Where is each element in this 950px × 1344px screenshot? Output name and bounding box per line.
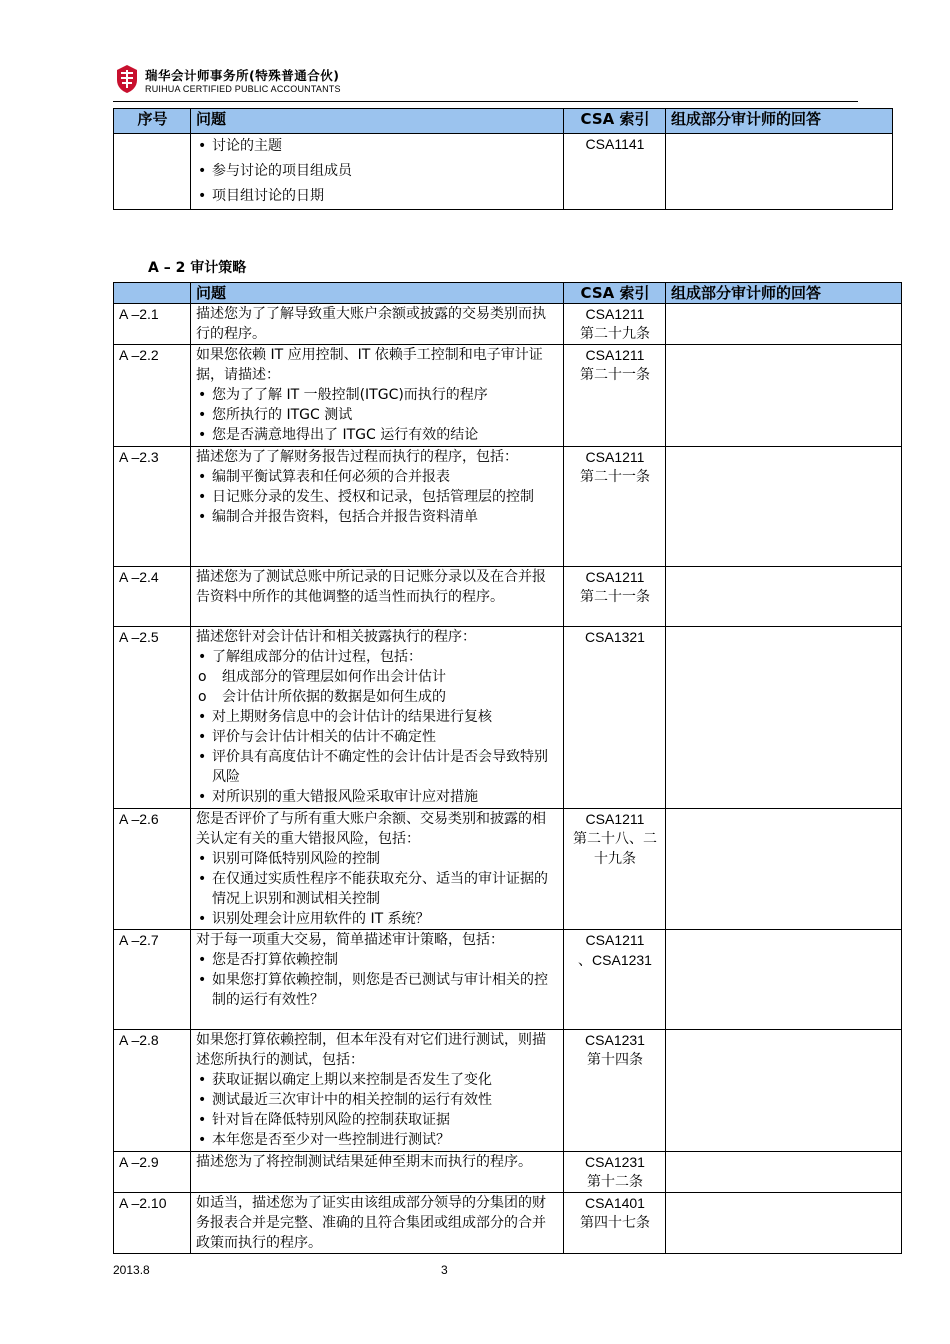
row-question [191,930,564,1030]
row-csa: CSA1141 [564,134,666,210]
row-csa [564,304,666,345]
csa-code: CSA1401 [585,1195,645,1211]
col-header-question: 问题 [191,283,564,304]
row-question: 如适当，描述您为了证实由该组成部分领导的分集团的财务报表合并是完整、准确的且符合集团或组成部分的合并政策而执行的程序。 [191,1193,564,1254]
row-question [191,345,564,447]
csa-article: 第十四条 [587,1052,643,1068]
row-question [191,447,564,567]
question-table-continued [113,108,893,210]
audit-strategy-table [113,282,902,1254]
row-no: A –2.4 [114,567,191,627]
csa-code: CSA1231 [585,1032,645,1048]
question-text: 描述您为了了解财务报告过程而执行的程序，包括： [196,449,518,465]
csa-code: CSA1211 [585,569,645,585]
row-answer[interactable] [666,930,902,1030]
row-answer[interactable] [666,304,902,345]
row-no: A –2.6 [114,809,191,930]
footer-date: 2013.8 [113,1263,150,1277]
row-question [191,134,564,210]
row-answer[interactable] [666,1030,902,1152]
bullet-item: • 对所识别的重大错报风险采取审计应对措施 [196,787,559,807]
row-csa [564,930,666,1030]
bullet-item: • 讨论的主题 [196,134,559,159]
bullet-item: • 了解组成部分的估计过程，包括： [196,647,559,667]
csa-article: 第二十九条 [580,326,650,342]
csa-article: 第二十一条 [580,589,650,605]
row-answer[interactable] [666,1152,902,1193]
bullet-item: • 对上期财务信息中的会计估计的结果进行复核 [196,707,559,727]
row-answer[interactable] [666,345,902,447]
csa-code: CSA1211 [585,347,645,363]
bullet-item: • 如果您打算依赖控制，则您是否已测试与审计相关的控制的运行有效性？ [196,970,559,1010]
row-csa [564,567,666,627]
table-row [114,627,902,809]
row-answer[interactable] [666,134,893,210]
csa-code: CSA1231 [585,1154,645,1170]
col-header-no: 序号 [114,109,191,134]
table-row [114,809,902,930]
table-row [114,930,902,1030]
row-no: A –2.9 [114,1152,191,1193]
csa-article: 第二十一条 [580,367,650,383]
row-question [191,627,564,809]
csa-code: CSA1211 [585,811,645,827]
row-answer[interactable] [666,447,902,567]
row-no: A –2.8 [114,1030,191,1152]
csa-article: 第二十一条 [580,469,650,485]
csa-code: CSA1211 [585,306,645,322]
bullet-item: • 针对旨在降低特别风险的控制获取证据 [196,1110,559,1130]
row-csa [564,345,666,447]
bullet-item: • 参与讨论的项目组成员 [196,159,559,184]
col-header-csa: CSA 索引 [564,109,666,134]
section-title: A – 2 审计策略 [148,260,247,276]
csa-article: 第四十七条 [580,1215,650,1231]
bullet-item: • 您是否打算依赖控制 [196,950,559,970]
sub-bullet-item: o 组成部分的管理层如何作出会计估计 [196,667,559,687]
question-text: 如果您打算依赖控制，但本年没有对它们进行测试，则描述您所执行的测试，包括： [196,1032,546,1068]
question-text: 您是否评价了与所有重大账户余额、交易类别和披露的相关认定有关的重大错报风险，包括： [196,811,546,847]
table-row [114,1030,902,1152]
row-no: A –2.7 [114,930,191,1030]
bullet-item: • 识别可降低特别风险的控制 [196,849,559,869]
page-header [113,62,858,102]
table-row [114,447,902,567]
col-header-question: 问题 [191,109,564,134]
col-header-answer: 组成部分审计师的回答 [666,109,893,134]
row-no [114,134,191,210]
firm-name-en: RUIHUA CERTIFIED PUBLIC ACCOUNTANTS [145,84,341,94]
bullet-item: • 编制合并报告资料，包括合并报告资料清单 [196,507,559,527]
row-question [191,1030,564,1152]
question-text: 描述您针对会计估计和相关披露执行的程序： [196,629,476,645]
row-no: A –2.10 [114,1193,191,1254]
bullet-item: • 您所执行的 ITGC 测试 [196,405,559,425]
table-row [114,134,893,210]
bullet-item: • 评价具有高度估计不确定性的会计估计是否会导致特别风险 [196,747,559,787]
page-number: 3 [441,1263,448,1277]
row-question [191,809,564,930]
bullet-item: • 测试最近三次审计中的相关控制的运行有效性 [196,1090,559,1110]
table-row [114,345,902,447]
row-answer[interactable] [666,627,902,809]
bullet-item: • 您是否满意地得出了 ITGC 运行有效的结论 [196,425,559,445]
row-no: A –2.1 [114,304,191,345]
row-answer[interactable] [666,567,902,627]
row-csa [564,1193,666,1254]
sub-bullet-item: o 会计估计所依据的数据是如何生成的 [196,687,559,707]
csa-article: 第十二条 [587,1174,643,1190]
question-text: 如果您依赖 IT 应用控制、IT 依赖手工控制和电子审计证据，请描述： [196,347,543,383]
row-answer[interactable] [666,809,902,930]
csa-code: CSA1211 [585,449,645,465]
bullet-item: • 项目组讨论的日期 [196,184,559,209]
row-answer[interactable] [666,1193,902,1254]
row-csa [564,627,666,809]
bullet-item: • 识别处理会计应用软件的 IT 系统？ [196,909,559,929]
csa-code: CSA1321 [585,629,645,645]
bullet-item: • 您为了了解 IT 一般控制(ITGC)而执行的程序 [196,385,559,405]
csa-article: 第二十八、二十九条 [573,831,657,867]
table-row [114,1152,902,1193]
bullet-item: • 评价与会计估计相关的估计不确定性 [196,727,559,747]
row-csa [564,447,666,567]
row-csa [564,809,666,930]
col-header-answer: 组成部分审计师的回答 [666,283,902,304]
bullet-item: • 在仅通过实质性程序不能获取充分、适当的审计证据的情况上识别和测试相关控制 [196,869,559,909]
ruihua-logo-icon [113,64,141,94]
table-row [114,304,902,345]
table-row [114,1193,902,1254]
row-csa [564,1152,666,1193]
csa-code: CSA1211 [585,932,645,948]
bullet-item: • 本年您是否至少对一些控制进行测试？ [196,1130,559,1150]
question-text: 对于每一项重大交易，简单描述审计策略，包括： [196,932,504,948]
bullet-item: • 编制平衡试算表和任何必须的合并报表 [196,467,559,487]
col-header-no [114,283,191,304]
table-row [114,567,902,627]
row-no: A –2.2 [114,345,191,447]
bullet-item: • 日记账分录的发生、授权和记录，包括管理层的控制 [196,487,559,507]
row-csa [564,1030,666,1152]
row-question: 描述您为了将控制测试结果延伸至期末而执行的程序。 [191,1152,564,1193]
firm-name-cn: 瑞华会计师事务所(特殊普通合伙) [145,68,340,83]
row-question: 描述您为了测试总账中所记录的日记账分录以及在合并报告资料中所作的其他调整的适当性而执行的程序。 [191,567,564,627]
row-no: A –2.3 [114,447,191,567]
csa-code-2: 、CSA1231 [578,952,652,968]
row-question: 描述您为了了解导致重大账户余额或披露的交易类别而执行的程序。 [191,304,564,345]
bullet-item: • 获取证据以确定上期以来控制是否发生了变化 [196,1070,559,1090]
row-no: A –2.5 [114,627,191,809]
col-header-csa: CSA 索引 [564,283,666,304]
